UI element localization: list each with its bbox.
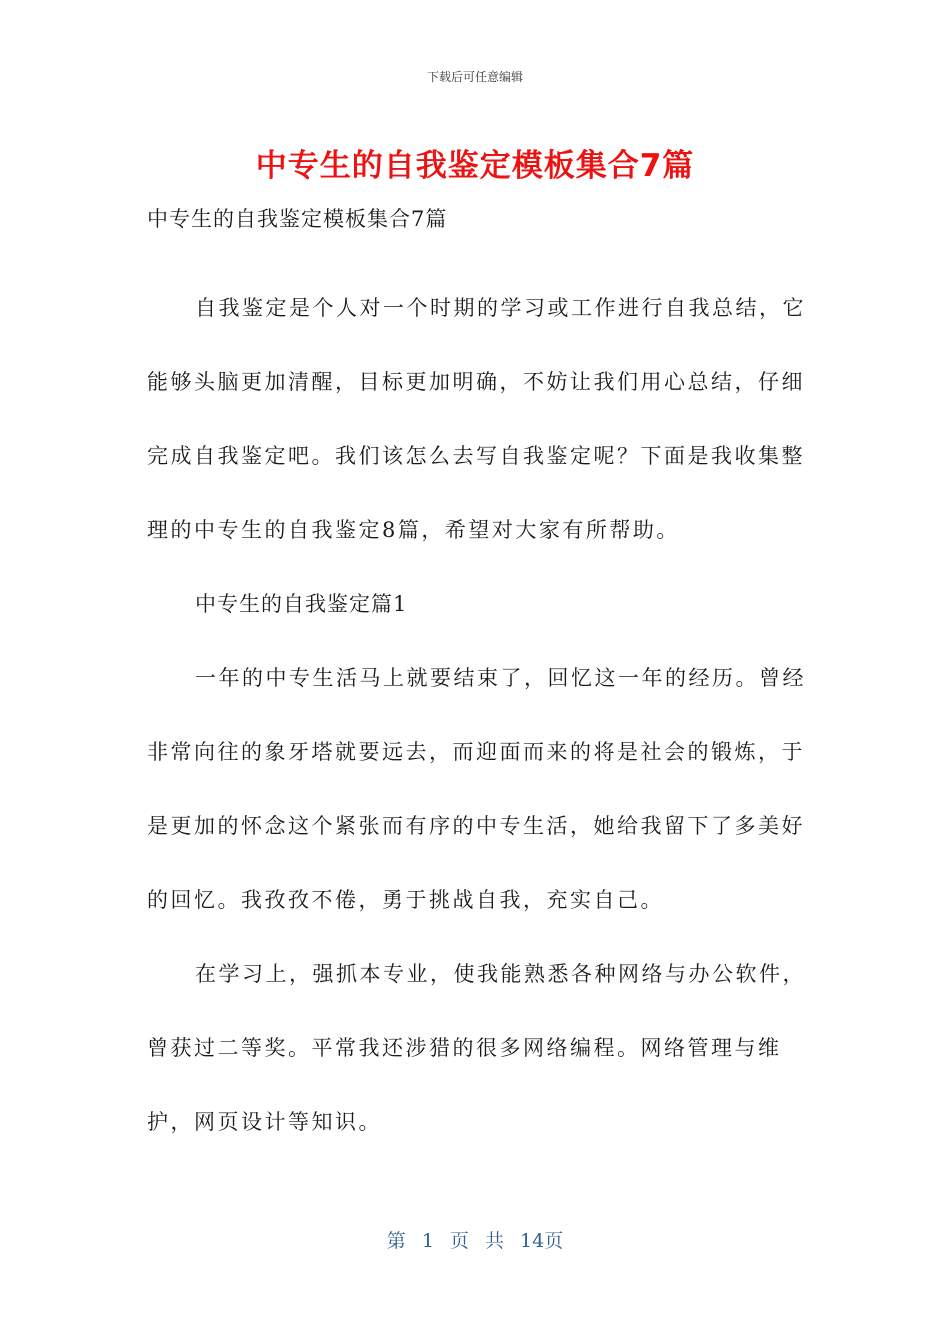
intro-paragraph: 自我鉴定是个人对一个时期的学习或工作进行自我总结，它能够头脑更加清醒，目标更加明确，不妨让我们用心总结，仔细完成自我鉴定吧。我们该怎么去写自我鉴定呢？下面是我收集整理的中专生的自我鉴定8篇，希望对大家有所帮助。 [147, 296, 806, 542]
document-title: 中专生的自我鉴定模板集合7篇 [255, 148, 695, 184]
document-subtitle: 中专生的自我鉴定模板集合7篇 [147, 207, 448, 231]
section-paragraph-1: 一年的中专生活马上就要结束了，回忆这一年的经历。曾经非常向往的象牙塔就要远去，而迎面而来的将是社会的锻炼，于是更加的怀念这个紧张而有序的中专生活，她给我留下了多美好的回忆。我孜孜不倦，勇于挑战自我，充实自己。 [147, 666, 806, 912]
document-body [147, 196, 807, 1159]
header-note: 下载后可任意编辑 [426, 70, 523, 84]
section-heading: 中专生的自我鉴定篇1 [195, 592, 408, 616]
page-indicator: 第 1 页 共 14页 [386, 1230, 564, 1252]
section-paragraph-2: 在学习上，强抓本专业，使我能熟悉各种网络与办公软件，曾获过二等奖。平常我还涉猎的很多网络编程。网络管理与维护，网页设计等知识。 [147, 962, 806, 1134]
